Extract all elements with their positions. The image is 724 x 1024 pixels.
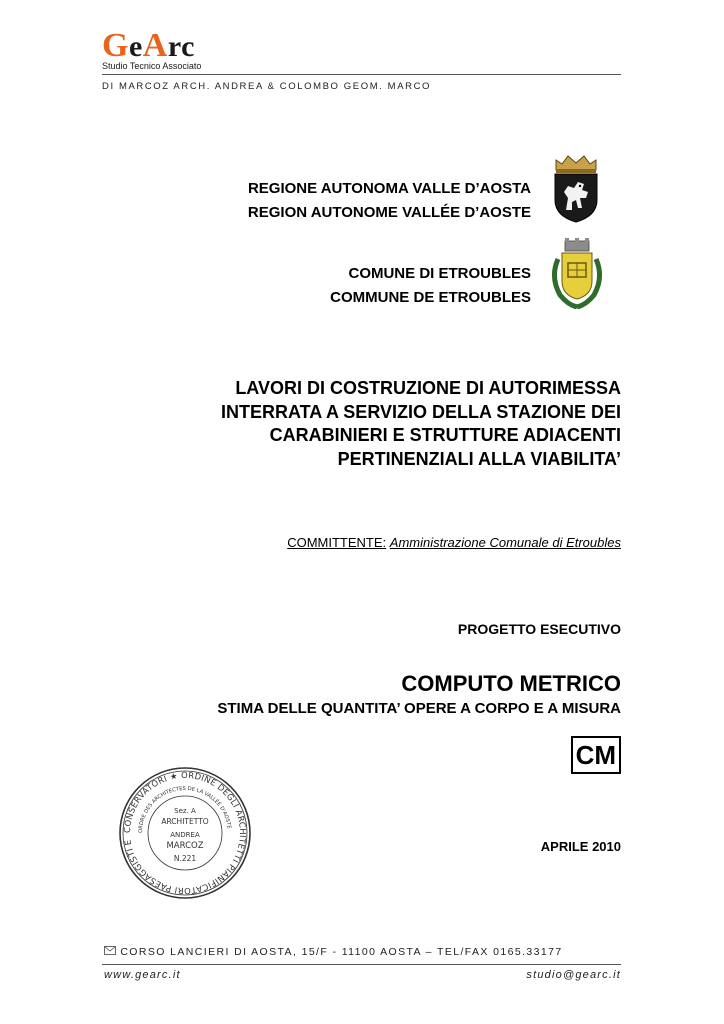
works-title-line-4: PERTINENZIALI ALLA VIABILITA’	[337, 448, 621, 469]
footer-address-text: CORSO LANCIERI DI AOSTA, 15/F - 11100 AOSTA – TEL/FAX 0165.33177	[120, 946, 563, 958]
professional-stamp	[118, 766, 252, 900]
stamp-first-name: ANDREA	[170, 831, 200, 839]
region-line-it: REGIONE AUTONOMA VALLE D’AOSTA	[247, 180, 531, 197]
project-phase: PROGETTO ESECUTIVO	[457, 621, 621, 637]
logo-letter-a: A	[142, 27, 168, 64]
comune-line-fr: COMMUNE DE ETROUBLES	[330, 289, 531, 306]
document-title: COMPUTO METRICO	[401, 671, 621, 696]
region-line-fr: REGION AUTONOME VALLÉE D’AOSTE	[247, 204, 531, 221]
client-value: Amministrazione Comunale di Etroubles	[389, 535, 621, 550]
stamp-last-name: MARCOZ	[166, 841, 204, 851]
stamp-ring-inner-text: ORDRE DES ARCHITECTES DE LA VALLÉE D'AOSTE	[137, 785, 232, 834]
region-coat-of-arms	[550, 152, 602, 224]
gearc-logo	[102, 27, 242, 72]
footer-divider	[102, 964, 621, 965]
commune-coat-of-arms	[548, 237, 606, 309]
envelope-icon	[104, 946, 120, 958]
client-label: COMMITTENTE:	[287, 535, 387, 550]
works-title-line-3: CARABINIERI E STRUTTURE ADIACENTI	[269, 425, 621, 445]
stamp-title: ARCHITETTO	[161, 817, 209, 826]
logo-subtitle: Studio Tecnico Associato	[102, 61, 202, 71]
stamp-number: N.221	[173, 854, 197, 863]
footer-website-link[interactable]: www.gearc.it	[104, 969, 181, 981]
footer-email-link[interactable]: studio@gearc.it	[526, 969, 621, 981]
works-title-line-2: INTERRATA A SERVIZIO DELLA STAZIONE DEI	[220, 401, 621, 422]
stamp-ring-outer-text: CONSERVATORI ★ ORDINE DEGLI ARCHITETTI PIANIFICATORI PAESAGGISTI E	[121, 769, 249, 897]
document-code-badge: CM	[571, 736, 621, 774]
logo-letter-e: e	[128, 30, 143, 63]
logo-letter-g: G	[102, 27, 129, 64]
works-title	[221, 377, 621, 471]
stamp-section: Sez. A	[174, 807, 196, 815]
footer-address	[104, 946, 563, 958]
region-heading	[248, 177, 531, 225]
header-divider	[102, 74, 621, 75]
client-line	[287, 535, 621, 550]
firm-partners-line: DI MARCOZ ARCH. ANDREA & COLOMBO GEOM. MARCO	[102, 81, 432, 92]
works-title-line-1: LAVORI DI COSTRUZIONE DI AUTORIMESSA	[235, 378, 621, 398]
document-date: APRILE 2010	[540, 839, 621, 854]
comune-heading	[330, 262, 531, 310]
comune-line-it: COMUNE DI ETROUBLES	[348, 265, 531, 282]
logo-wordmark	[102, 27, 195, 64]
document-subtitle: STIMA DELLE QUANTITA’ OPERE A CORPO E A MISURA	[217, 700, 621, 717]
logo-letters-rc: rc	[167, 30, 195, 63]
